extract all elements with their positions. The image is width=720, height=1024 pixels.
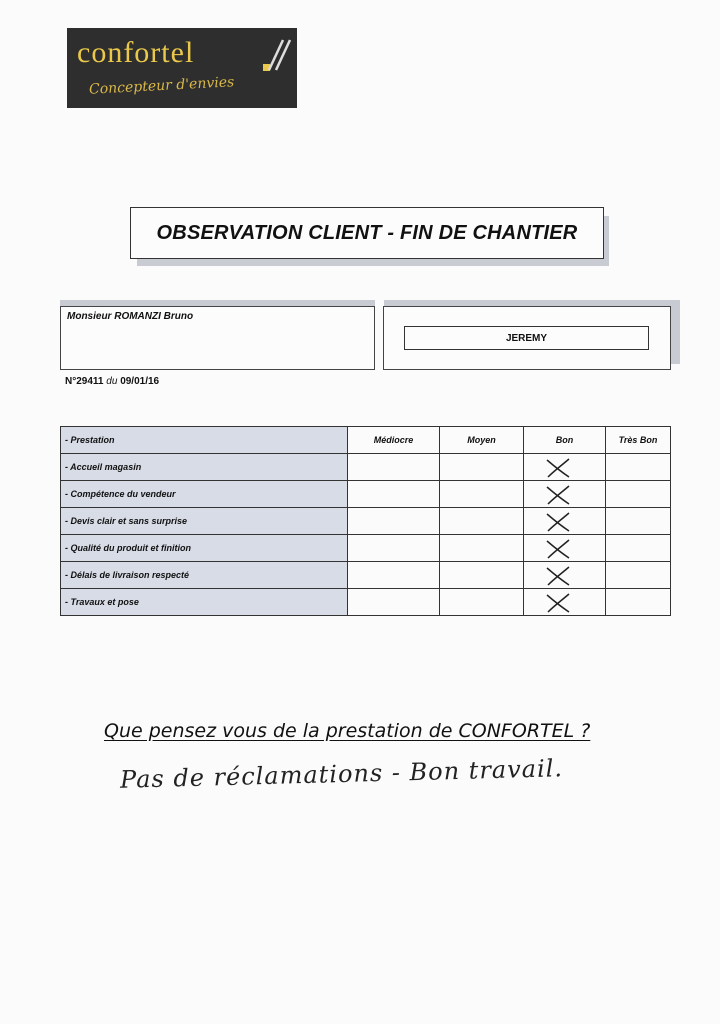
rating-cell — [524, 562, 606, 589]
client-name: Monsieur ROMANZI Bruno — [67, 311, 194, 322]
row-label: - Compétence du vendeur — [61, 481, 348, 508]
order-number: 29411 — [76, 376, 104, 387]
table-row — [61, 562, 671, 589]
column-header: - Prestation — [61, 427, 348, 454]
logo-name: confortel — [77, 36, 195, 69]
table-row — [61, 481, 671, 508]
page-title: OBSERVATION CLIENT - FIN DE CHANTIER — [156, 221, 578, 244]
rating-cell — [524, 535, 606, 562]
checkmark-x-icon — [544, 457, 572, 479]
rating-cell — [440, 589, 524, 616]
logo-tagline: Concepteur d'envies — [88, 74, 235, 98]
logo-slash-mark — [263, 38, 293, 74]
rating-cell — [348, 589, 440, 616]
column-header: Médiocre — [348, 427, 440, 454]
rating-cell — [440, 562, 524, 589]
checkmark-x-icon — [544, 565, 572, 587]
rating-cell — [606, 454, 671, 481]
rating-cell — [348, 535, 440, 562]
checkmark-x-icon — [544, 484, 572, 506]
row-label: - Travaux et pose — [61, 589, 348, 616]
table-row — [61, 508, 671, 535]
row-label: - Accueil magasin — [61, 454, 348, 481]
row-label: - Délais de livraison respecté — [61, 562, 348, 589]
table-row — [61, 535, 671, 562]
rating-cell — [524, 508, 606, 535]
company-logo — [67, 28, 297, 108]
rating-cell — [606, 589, 671, 616]
column-header: Bon — [524, 427, 606, 454]
rating-cell — [348, 508, 440, 535]
handwritten-answer: Pas de réclamations - Bon travail. — [119, 754, 564, 794]
rating-cell — [524, 454, 606, 481]
title-box — [130, 207, 604, 259]
column-header: Moyen — [440, 427, 524, 454]
rating-cell — [348, 481, 440, 508]
checkmark-x-icon — [544, 511, 572, 533]
rating-cell — [348, 454, 440, 481]
rating-cell — [606, 562, 671, 589]
rating-cell — [440, 535, 524, 562]
rating-cell — [524, 481, 606, 508]
rating-cell — [606, 535, 671, 562]
rating-cell — [348, 562, 440, 589]
table-row — [61, 589, 671, 616]
checkmark-x-icon — [544, 538, 572, 560]
rating-cell — [606, 481, 671, 508]
row-label: - Qualité du produit et finition — [61, 535, 348, 562]
column-header: Très Bon — [606, 427, 671, 454]
order-prefix: N° — [65, 376, 77, 387]
rating-cell — [440, 454, 524, 481]
order-reference — [65, 376, 159, 387]
evaluation-table — [60, 426, 671, 616]
rating-cell — [440, 508, 524, 535]
rating-cell — [440, 481, 524, 508]
table-row — [61, 454, 671, 481]
order-du: du — [103, 376, 121, 387]
rating-cell — [606, 508, 671, 535]
feedback-question: Que pensez vous de la prestation de CONFORTEL ? — [104, 720, 591, 742]
seller-name: JEREMY — [404, 326, 649, 350]
table-header-row — [61, 427, 671, 454]
checkmark-x-icon — [544, 592, 572, 614]
rating-cell — [524, 589, 606, 616]
row-label: - Devis clair et sans surprise — [61, 508, 348, 535]
order-date: 09/01/16 — [120, 376, 160, 387]
